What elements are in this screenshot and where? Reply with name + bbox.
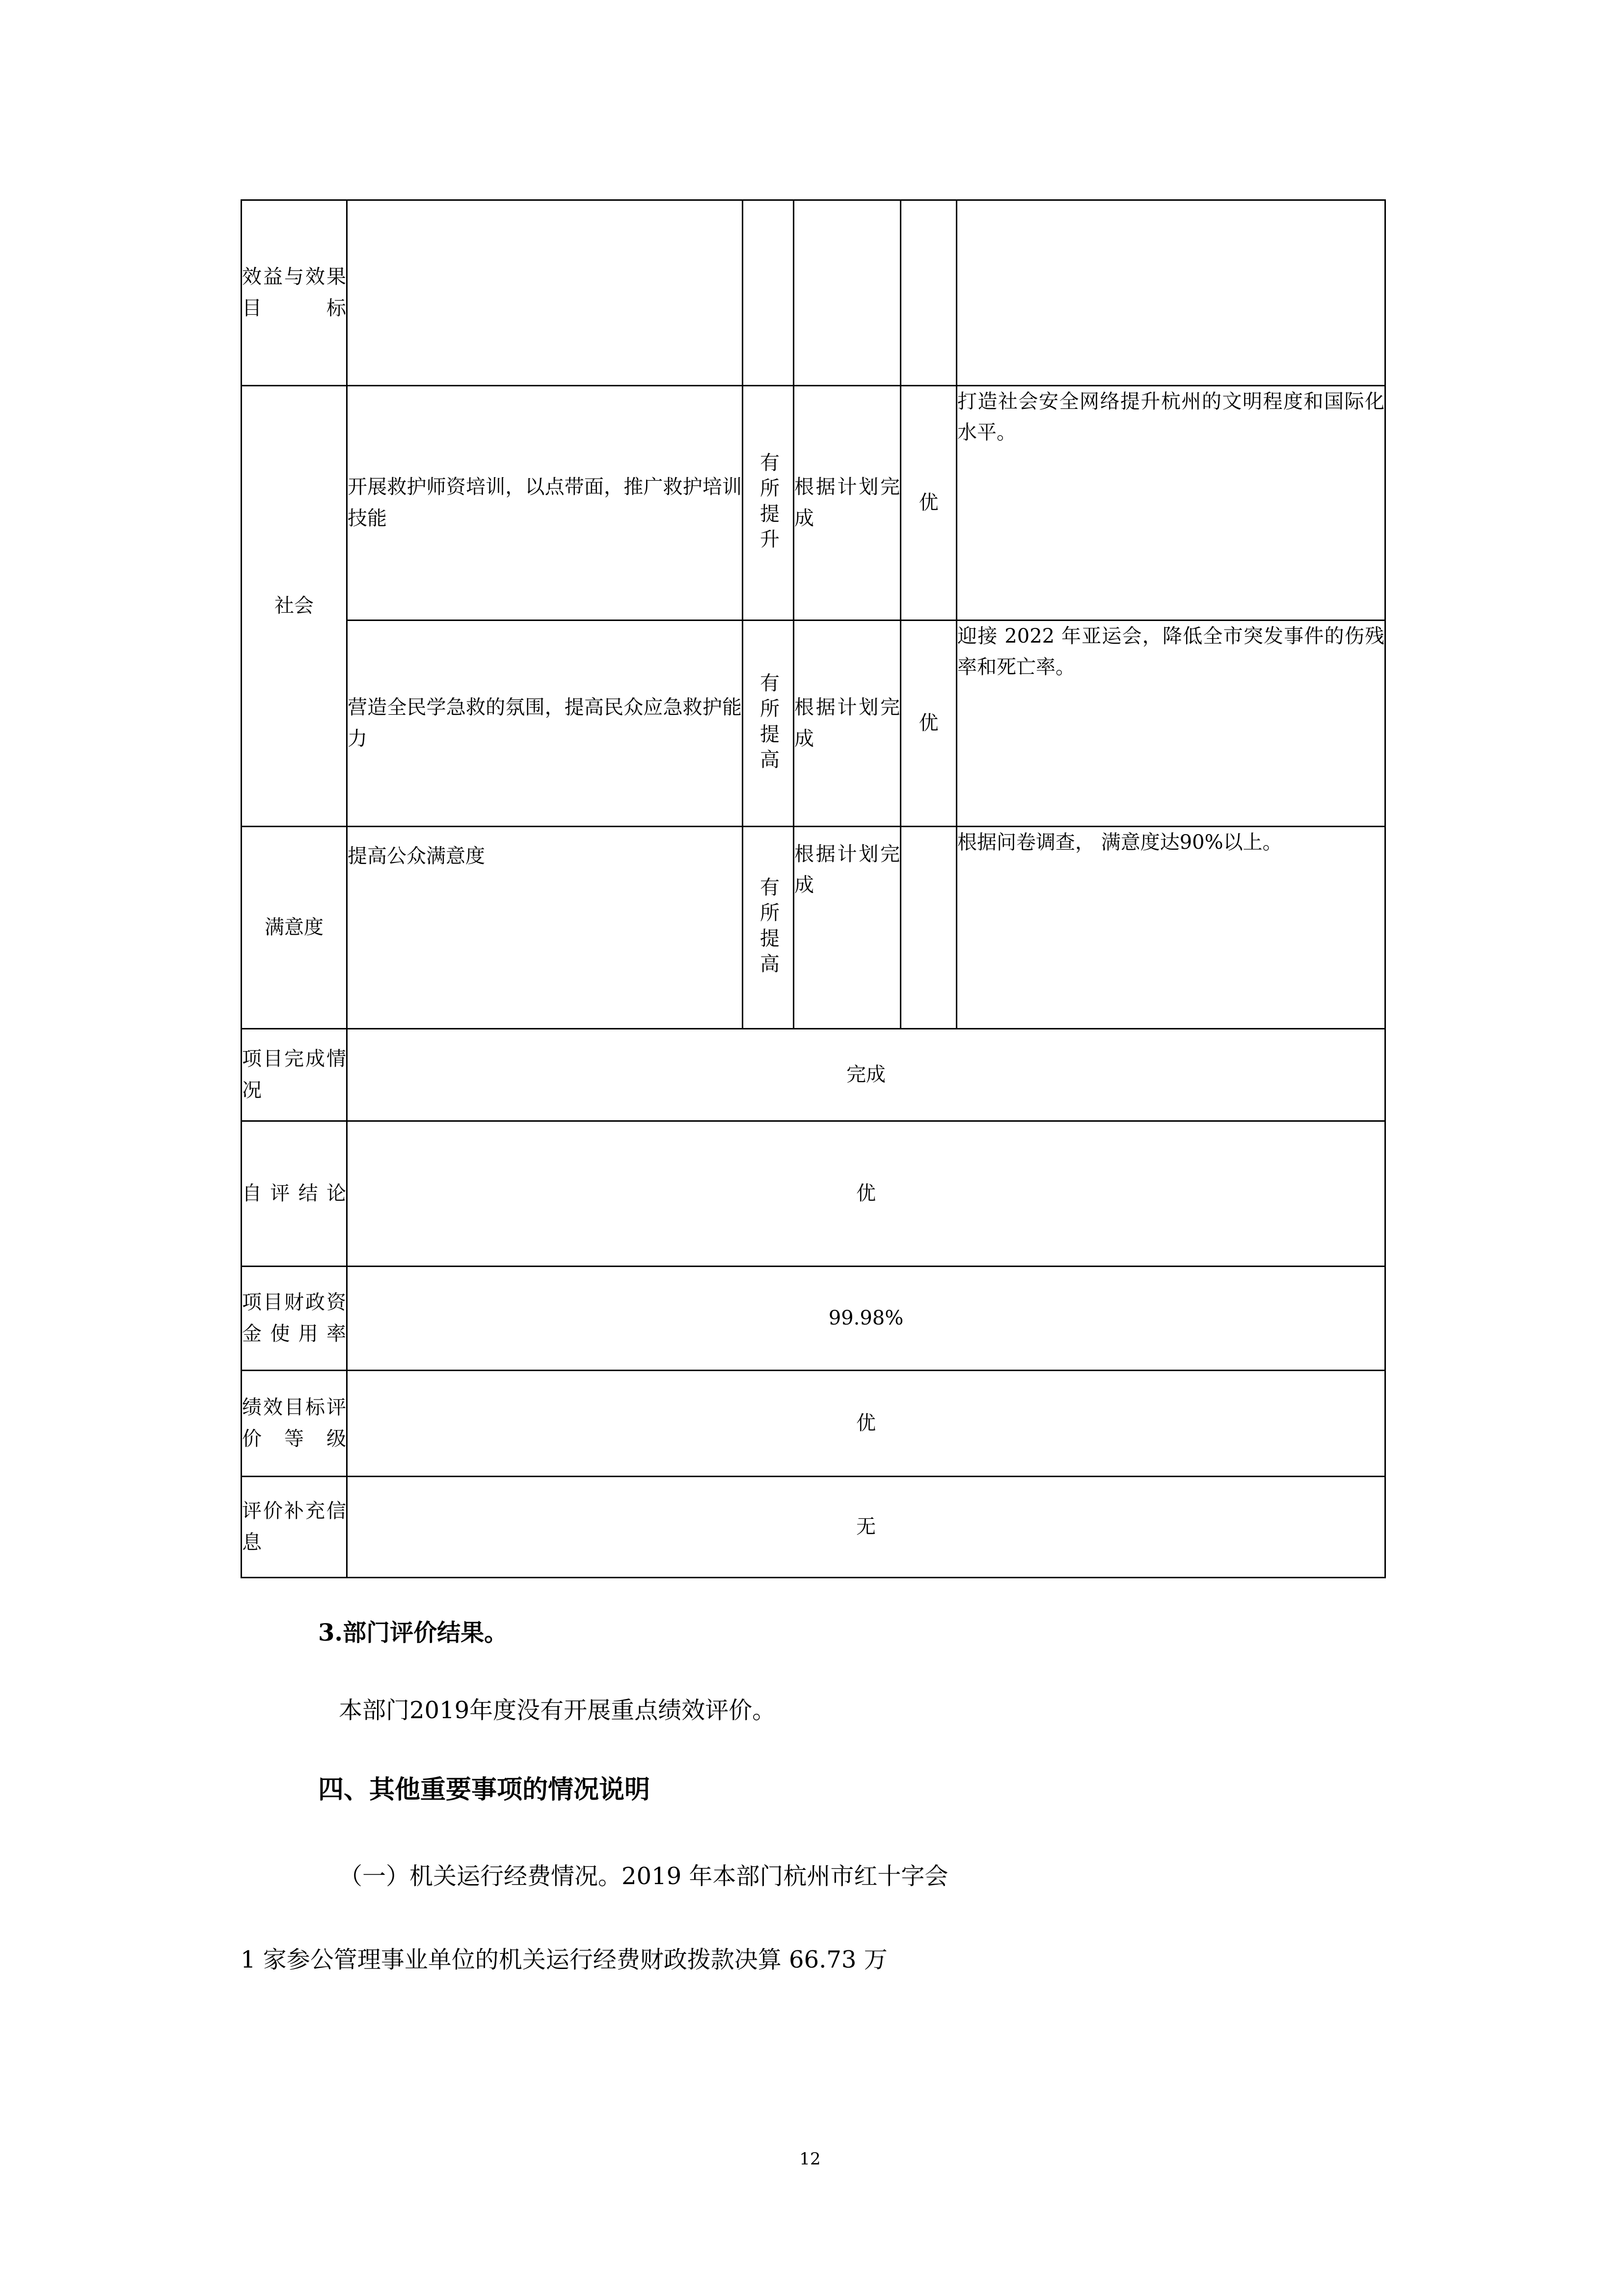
cell-indicator: 提高公众满意度 [347,827,743,1029]
cell-rating: 优 [901,386,957,621]
table-row [242,621,1385,827]
cell-target [743,621,794,827]
cell-summary-label: 项目财政资金使用率 [242,1267,347,1371]
table-row [242,386,1385,621]
cell-actual: 根据计划完成 [794,621,901,827]
cell-indicator: 开展救护师资培训，以点带面，推广救护培训技能 [347,386,743,621]
cell-summary-value: 99.98% [347,1267,1385,1371]
cell-rating [901,827,957,1029]
cell-explanation [957,200,1385,386]
cell-summary-label: 评价补充信息 [242,1477,347,1578]
table-row [242,200,1385,386]
cell-summary-label: 绩效目标评价等级 [242,1371,347,1477]
heading-4-other-matters: 四、其他重要事项的情况说明 [318,1775,650,1805]
paragraph-no-key-evaluation: 本部门2019年度没有开展重点绩效评价。 [339,1697,776,1724]
heading-3-department-evaluation: 3.部门评价结果。 [318,1619,508,1647]
cell-rating [901,200,957,386]
paragraph-operating-expenses-line1: （一）机关运行经费情况。2019 年本部门杭州市红十字会 [339,1863,948,1890]
cell-summary-label: 项目完成情况 [242,1029,347,1121]
cell-summary-label: 自评结论 [242,1121,347,1267]
cell-indicator [347,200,743,386]
cell-actual: 根据计划完成 [794,386,901,621]
cell-summary-value: 无 [347,1477,1385,1578]
table-row [242,827,1385,1029]
cell-indicator: 营造全民学急救的氛围，提高民众应急救护能力 [347,621,743,827]
cell-summary-value: 优 [347,1371,1385,1477]
cell-explanation: 根据问卷调查， 满意度达90%以上。 [957,827,1385,1029]
paragraph-operating-expenses-line2: 1 家参公管理事业单位的机关运行经费财政拨款决算 66.73 万 [241,1946,888,1973]
table-row-summary [242,1477,1385,1578]
page-number: 12 [799,2149,821,2169]
cell-rating: 优 [901,621,957,827]
cell-category: 满意度 [242,827,347,1029]
cell-actual [794,200,901,386]
cell-category: 社会 [242,386,347,827]
cell-target-vertical-text: 有所提高 [757,876,780,979]
cell-target [743,827,794,1029]
cell-summary-value: 完成 [347,1029,1385,1121]
cell-explanation: 迎接 2022 年亚运会，降低全市突发事件的伤残率和死亡率。 [957,621,1385,827]
table-row-summary [242,1121,1385,1267]
cell-summary-value: 优 [347,1121,1385,1267]
cell-actual: 根据计划完成 [794,827,901,1029]
table-row-summary [242,1267,1385,1371]
cell-category: 效益与效果目标 [242,200,347,386]
performance-table-container [241,199,1384,1578]
cell-target-vertical-text: 有所提高 [757,672,780,775]
table-row-summary [242,1371,1385,1477]
cell-target [743,200,794,386]
cell-target-vertical-text: 有所提升 [757,452,780,554]
cell-explanation: 打造社会安全网络提升杭州的文明程度和国际化水平。 [957,386,1385,621]
table-row-summary [242,1029,1385,1121]
cell-target [743,386,794,621]
performance-table [241,199,1386,1578]
